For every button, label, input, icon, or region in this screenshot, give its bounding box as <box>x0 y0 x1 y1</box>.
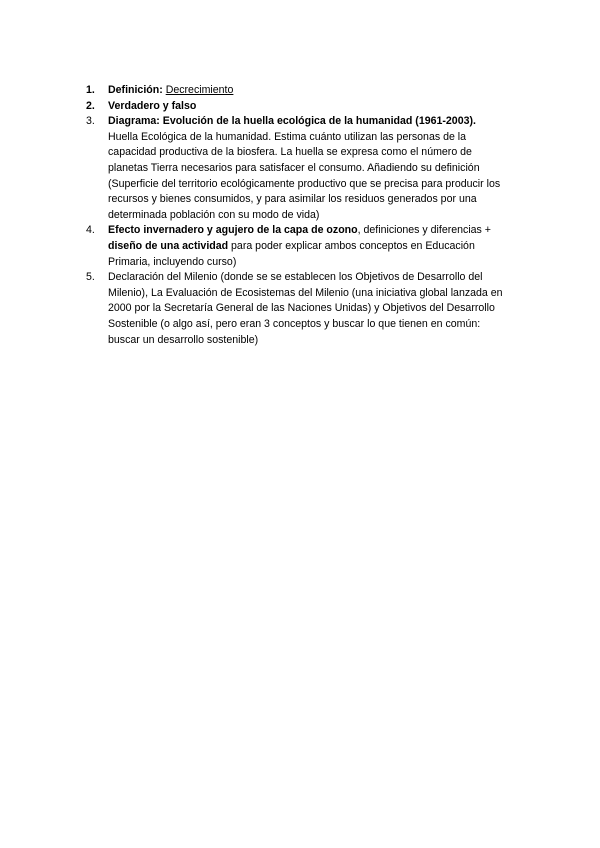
decrecimiento-link[interactable]: Decrecimiento <box>165 84 234 96</box>
list-number: 3. <box>86 115 95 128</box>
list-number: 5. <box>86 271 95 284</box>
list-item-5 <box>86 270 526 348</box>
item-text-line: planetas Tierra necesarios para satisfacer el consumo. Añadiendo su definición <box>108 161 480 174</box>
list-item-3 <box>86 114 526 223</box>
item-text-line: Huella Ecológica de la humanidad. Estima cuánto utilizan las personas de la <box>108 130 467 143</box>
item-text-line: capacidad productiva de la biosfera. La huella se expresa como el número de <box>108 146 472 159</box>
item-bold-text: diseño de una actividad <box>108 239 229 252</box>
list-number: 2. <box>86 99 95 112</box>
item-text: para poder explicar ambos conceptos en Educación <box>228 239 475 252</box>
item-text-line: buscar un desarrollo sostenible) <box>108 333 259 346</box>
item-text: , definiciones y diferencias + <box>357 224 491 237</box>
list-number: 1. <box>86 84 95 96</box>
numbered-list <box>86 83 526 348</box>
list-number: 4. <box>86 224 95 237</box>
item-text-line: Declaración del Milenio (donde se se establecen los Objetivos de Desarrollo del <box>108 271 483 284</box>
list-item-1 <box>86 83 526 99</box>
item-label: Verdadero y falso <box>108 99 197 112</box>
list-item-4 <box>86 223 526 270</box>
item-text-line: Primaria, incluyendo curso) <box>108 255 237 268</box>
item-text-line: Sostenible (o algo así, pero eran 3 conceptos y buscar lo que tienen en común: <box>108 317 481 330</box>
item-text-line: determinada población con su modo de vida) <box>108 208 320 221</box>
item-text-line: Milenio), La Evaluación de Ecosistemas del Milenio (una iniciativa global lanzada en <box>108 286 503 299</box>
item-text-line: (Superficie del territorio ecológicamente productivo que se precisa para producir los <box>108 177 501 190</box>
item-title: Diagrama: Evolución de la huella ecológica de la humanidad (1961-2003). <box>108 115 476 128</box>
list-item-2 <box>86 99 526 115</box>
item-label: Definición: <box>108 84 163 96</box>
item-bold-text: Efecto invernadero y agujero de la capa de ozono <box>108 224 358 237</box>
item-text-line: 2000 por la Secretaría General de las Naciones Unidas) y Objetivos del Desarrollo <box>108 302 495 315</box>
item-text-line: recursos y bienes consumidos, y para asimilar los residuos generados por una <box>108 193 477 206</box>
